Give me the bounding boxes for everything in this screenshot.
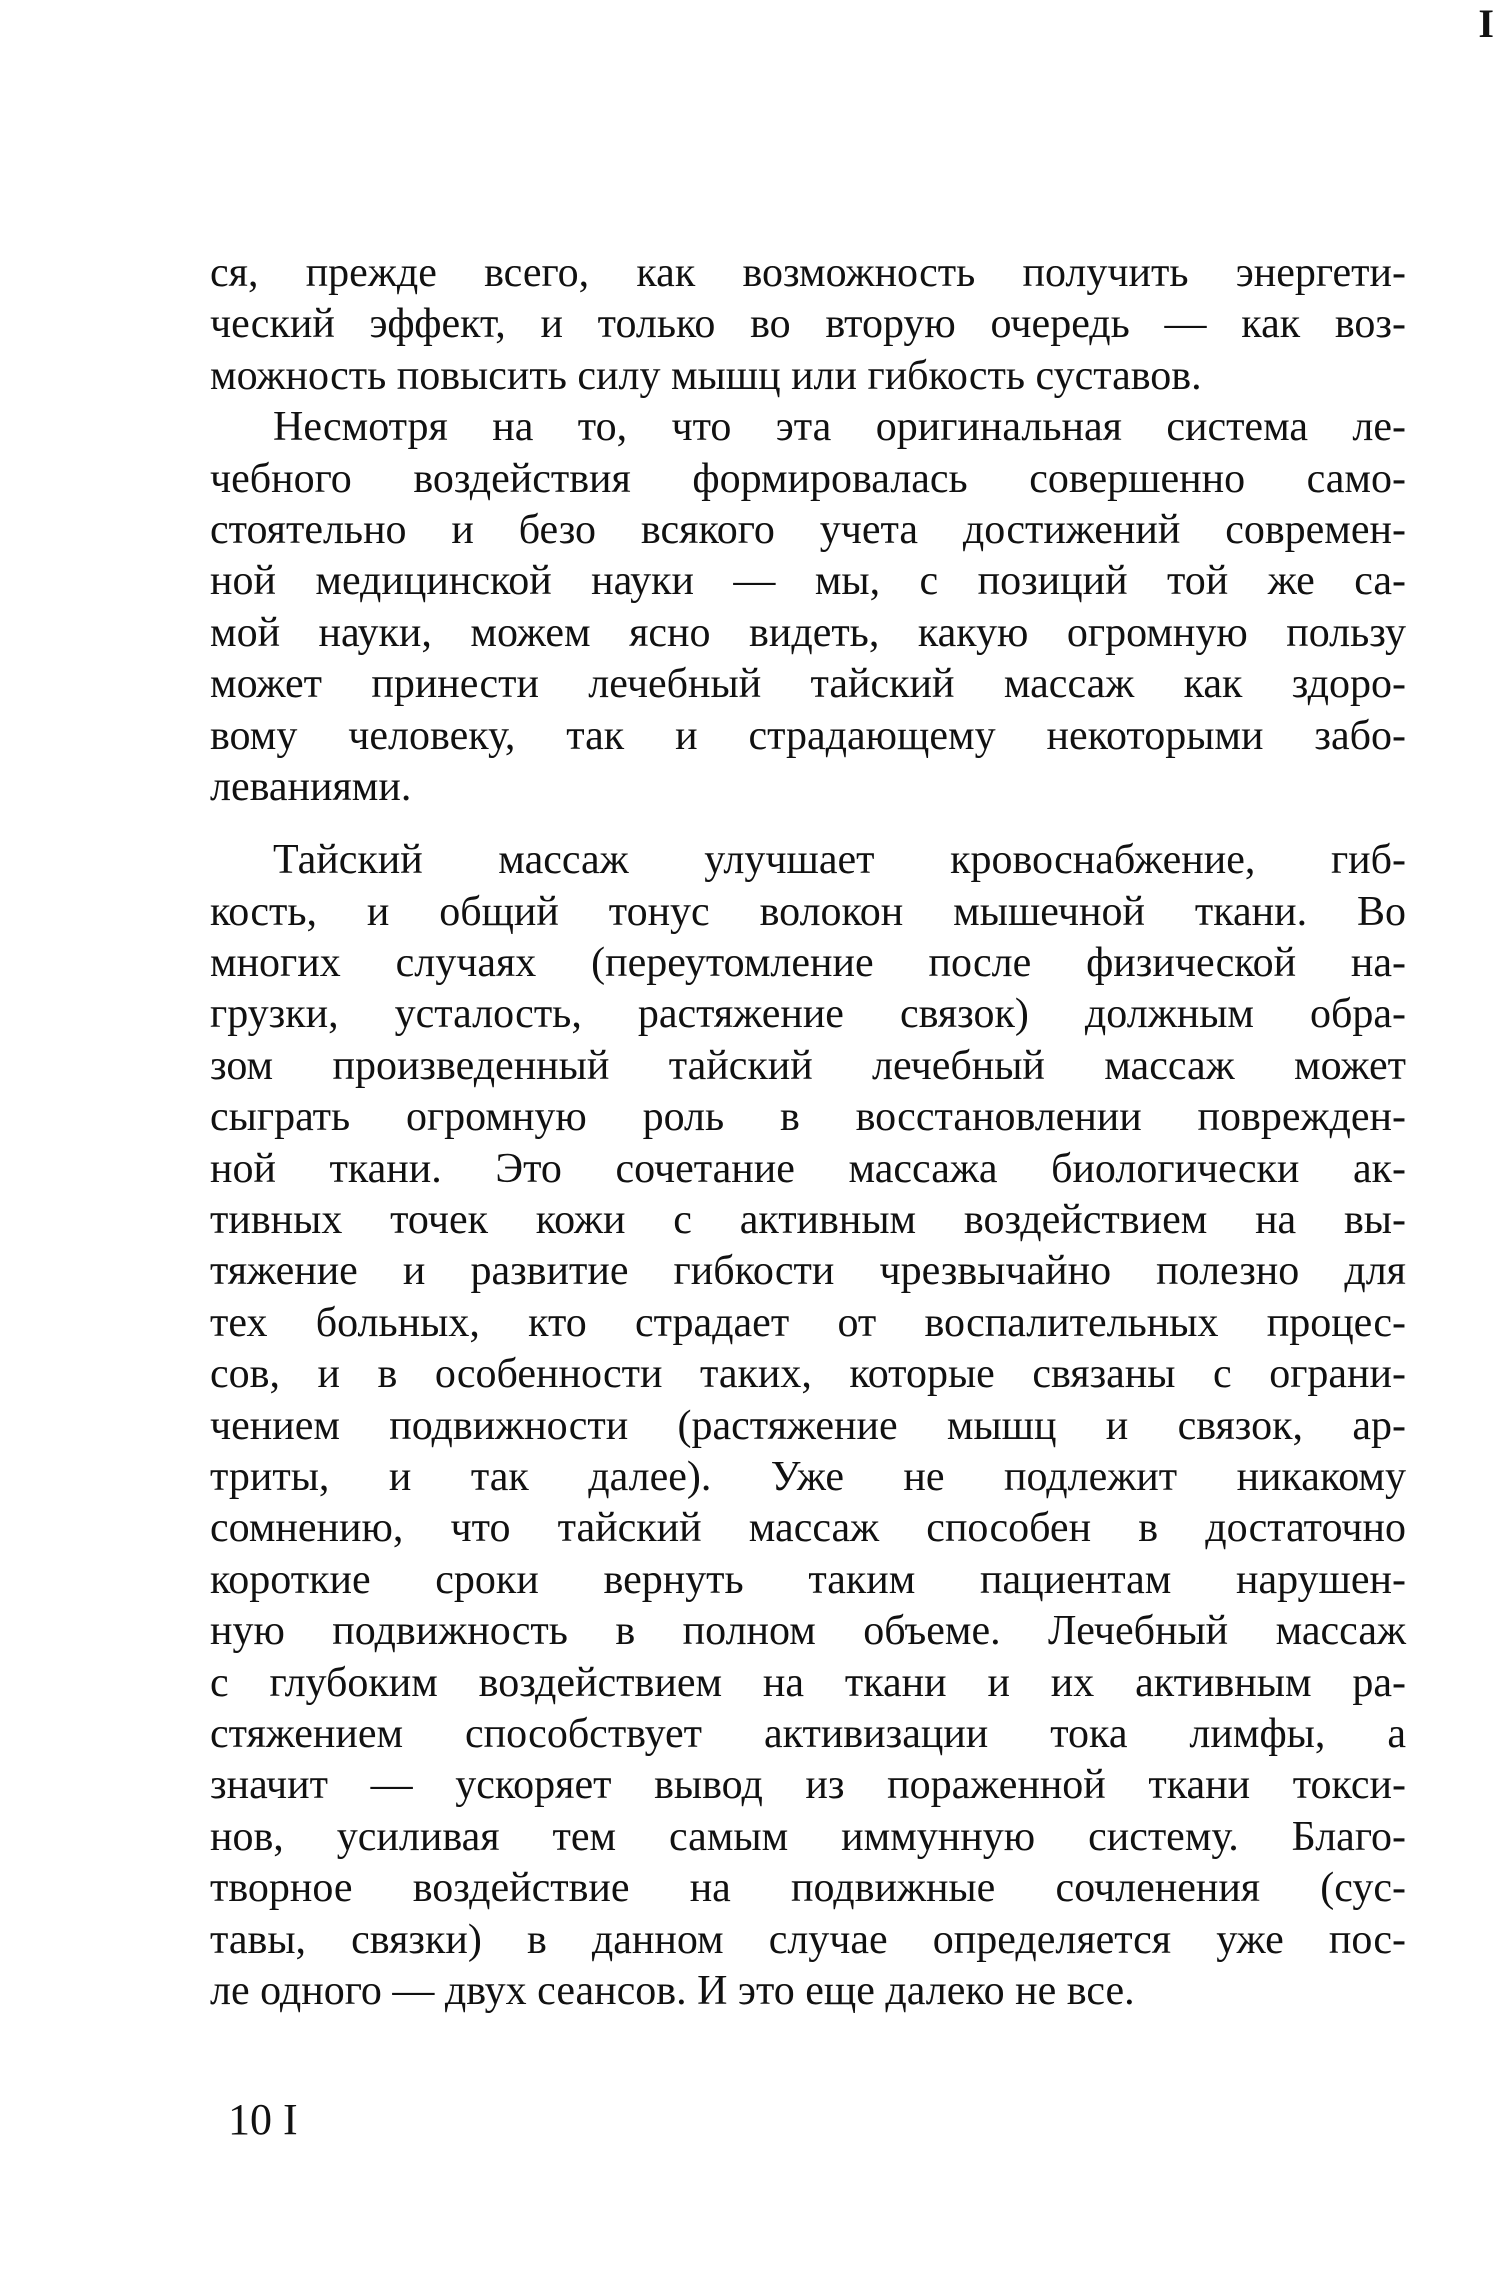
text-line: Несмотря на то, что эта оригинальная система ле- — [273, 404, 1406, 451]
paragraph — [210, 835, 1406, 2017]
text-line: можность повысить силу мышц или гибкость суставов. — [210, 352, 1202, 399]
text-line: нов, усиливая тем самым иммунную систему. Благо- — [210, 1813, 1406, 1860]
text-line: стяжением способствует активизации тока лимфы, а — [210, 1710, 1406, 1757]
text-line: может принести лечебный тайский массаж как здоро- — [210, 661, 1406, 708]
text-line: Тайский массаж улучшает кровоснабжение, гиб- — [273, 837, 1406, 884]
text-line: с глубоким воздействием на ткани и их активным ра- — [210, 1659, 1406, 1706]
paragraph — [210, 402, 1406, 813]
text-line: ной медицинской науки — мы, с позиций той же са- — [210, 558, 1406, 605]
paragraph — [210, 248, 1406, 402]
text-line: вому человеку, так и страдающему некоторыми забо- — [210, 712, 1406, 759]
text-line: сомнению, что тайский массаж способен в достаточно — [210, 1505, 1406, 1552]
text-line: чением подвижности (растяжение мышц и связок, ар- — [210, 1402, 1406, 1449]
text-line: короткие сроки вернуть таким пациентам нарушен- — [210, 1556, 1406, 1603]
text-line: тяжение и развитие гибкости чрезвычайно полезно для — [210, 1248, 1406, 1295]
text-line: ле одного — двух сеансов. И это еще далеко не все. — [210, 1967, 1135, 2014]
text-line: стоятельно и безо всякого учета достижений современ- — [210, 506, 1406, 553]
page-number: 10 I — [228, 2095, 298, 2144]
text-line: ся, прежде всего, как возможность получить энергети- — [210, 250, 1406, 296]
text-line: сов, и в особенности таких, которые связаны с ограни- — [210, 1351, 1406, 1398]
text-line: грузки, усталость, растяжение связок) должным обра- — [210, 991, 1406, 1038]
text-line: творное воздействие на подвижные сочленения (сус- — [210, 1865, 1406, 1912]
body-text — [210, 248, 1406, 2017]
text-line: тавы, связки) в данном случае определяется уже пос- — [210, 1916, 1406, 1963]
text-line: мой науки, можем ясно видеть, какую огромную пользу — [210, 609, 1406, 656]
text-line: тивных точек кожи с активным воздействием на вы- — [210, 1197, 1406, 1244]
text-line: кость, и общий тонус волокон мышечной ткани. Во — [210, 888, 1406, 935]
text-line: зом произведенный тайский лечебный массаж может — [210, 1042, 1406, 1089]
text-line: чебного воздействия формировалась совершенно само- — [210, 455, 1406, 502]
text-line: леваниями. — [210, 763, 412, 810]
text-line: тех больных, кто страдает от воспалительных процес- — [210, 1299, 1406, 1346]
text-line: ную подвижность в полном объеме. Лечебный массаж — [210, 1608, 1406, 1655]
text-line: сыграть огромную роль в восстановлении поврежден- — [210, 1094, 1406, 1141]
corner-mark: I — [1478, 1, 1494, 46]
text-line: ческий эффект, и только во вторую очередь — как воз- — [210, 301, 1406, 348]
text-line: ной ткани. Это сочетание массажа биологически ак- — [210, 1145, 1406, 1192]
text-line: многих случаях (переутомление после физической на- — [210, 940, 1406, 987]
text-line: триты, и так далее). Уже не подлежит никакому — [210, 1453, 1406, 1500]
text-line: значит — ускоряет вывод из пораженной ткани токси- — [210, 1762, 1406, 1809]
